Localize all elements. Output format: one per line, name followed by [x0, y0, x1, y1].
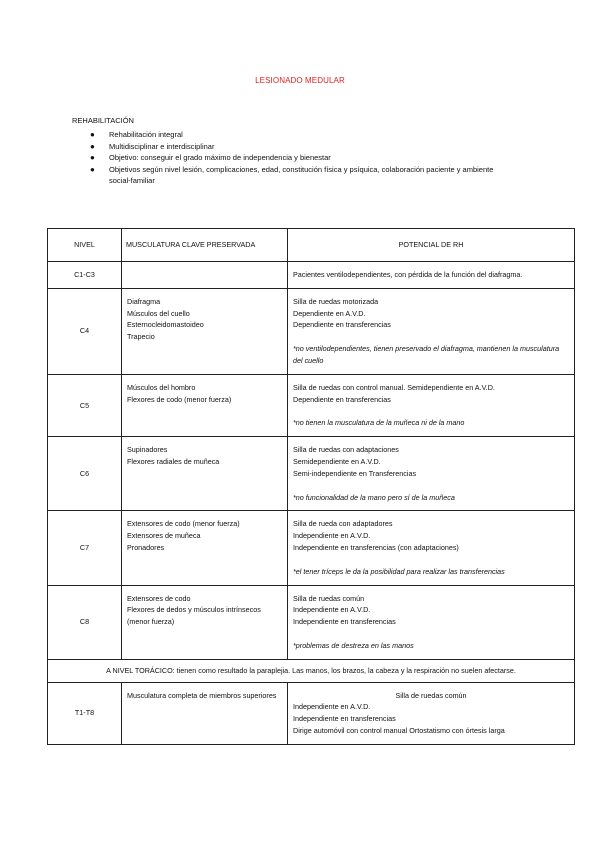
level-cell: T1-T8 [48, 682, 122, 744]
table-header-row [48, 229, 575, 262]
potential-cell [288, 262, 575, 289]
potential-line: Independiente en A.V.D. [293, 531, 371, 541]
potential-note: *no funcionalidad de la mano pero sí de la muñeca [293, 492, 455, 502]
muscle-line: Flexores de dedos y músculos intrínsecos (menor fuerza) [127, 605, 261, 627]
bullet-icon: ● [90, 130, 95, 139]
potential-line: Silla de ruedas común [293, 593, 365, 603]
header-potencial: POTENCIAL DE RH [288, 229, 575, 262]
list-item-text: Multidisciplinar e interdisciplinar [109, 141, 215, 151]
muscle-line: Músculos del hombro [127, 382, 196, 392]
muscle-line: Esternocleidomastoideo [127, 320, 204, 330]
table-row [48, 437, 575, 511]
list-item [90, 129, 510, 141]
page-title: LESIONADO MEDULAR [255, 76, 345, 85]
level-cell: C7 [48, 511, 122, 585]
potential-cell [288, 288, 575, 374]
table-row [48, 511, 575, 585]
list-item [90, 164, 510, 187]
muscles-cell [122, 437, 288, 511]
potential-line: Pacientes ventilodependientes, con pérdida de la función del diafragma. [293, 270, 523, 279]
header-nivel: NIVEL [48, 229, 122, 262]
muscle-line: Músculos del cuello [127, 308, 190, 318]
level-cell: C5 [48, 374, 122, 436]
toracico-row [48, 659, 575, 682]
potential-line: Independiente en transferencias (con adaptaciones) [293, 542, 459, 552]
muscle-line: Flexores de codo (menor fuerza) [127, 394, 232, 404]
muscle-line: Extensores de muñeca [127, 531, 201, 541]
bullet-icon: ● [90, 141, 95, 151]
spinal-injury-table [47, 228, 575, 745]
potential-line: Independiente en A.V.D. [293, 702, 371, 712]
level-cell: C4 [48, 288, 122, 374]
potential-line: Silla de ruedas con adaptaciones [293, 445, 399, 455]
list-item-text: Objetivos según nivel lesión, complicaciones, edad, constitución física y psíquica, colaboración paciente y ambiente social-familiar [109, 164, 494, 185]
rehabilitacion-list [90, 129, 510, 187]
muscles-cell [122, 511, 288, 585]
muscles-cell [122, 288, 288, 374]
potential-line: Dependiente en transferencias [293, 320, 391, 330]
potential-line: Independiente en transferencias [293, 617, 396, 627]
list-item [90, 152, 510, 164]
muscles-cell [122, 585, 288, 659]
potential-line: Silla de ruedas motorizada [293, 296, 379, 306]
list-item-text: Objetivo: conseguir el grado máximo de independencia y bienestar [109, 153, 331, 162]
potential-cell [288, 511, 575, 585]
list-item-text: Rehabilitación integral [109, 130, 183, 139]
potential-line: Dirige automóvil con control manual Ortostatismo con órtesis larga [293, 725, 505, 735]
muscle-line: Flexores radiales de muñeca [127, 456, 220, 466]
potential-cell [288, 682, 575, 744]
level-cell: C1-C3 [48, 262, 122, 289]
potential-cell [288, 374, 575, 436]
table-row [48, 585, 575, 659]
header-musculatura: MUSCULATURA CLAVE PRESERVADA [122, 229, 288, 262]
section-heading-rehabilitacion: REHABILITACIÓN [72, 116, 134, 125]
table-row [48, 374, 575, 436]
potential-line: Semi-independiente en Transferencias [293, 468, 417, 478]
muscle-line: Pronadores [127, 542, 165, 552]
potential-note: *problemas de destreza en las manos [293, 640, 414, 650]
bullet-icon: ● [90, 164, 95, 174]
table-row [48, 682, 575, 744]
muscles-cell [122, 374, 288, 436]
muscle-line: Diafragma [127, 296, 161, 306]
potential-cell [288, 585, 575, 659]
muscle-line: Trapecio [127, 332, 155, 342]
muscle-line: Supinadores [127, 445, 168, 455]
muscles-cell [122, 682, 288, 744]
potential-note: *no tienen la musculatura de la muñeca ni de la mano [293, 418, 465, 428]
potential-line: Independiente en A.V.D. [293, 605, 371, 615]
bullet-icon: ● [90, 153, 95, 162]
potential-line: Silla de ruedas común [395, 690, 467, 700]
muscle-line: Extensores de codo (menor fuerza) [127, 519, 240, 529]
level-cell: C8 [48, 585, 122, 659]
muscles-cell [122, 262, 288, 289]
table-row [48, 288, 575, 374]
level-cell: C6 [48, 437, 122, 511]
potential-line: Silla de rueda con adaptadores [293, 519, 393, 529]
potential-note: *el tener tríceps le da la posibilidad para realizar las transferencias [293, 566, 505, 576]
potential-line: Silla de ruedas con control manual. Semidependiente en A.V.D. [293, 382, 495, 392]
muscle-line: Musculatura completa de miembros superiores [127, 690, 277, 700]
toracico-note: A NIVEL TORÁCICO: tienen como resultado la paraplejia. Las manos, los brazos, la cabeza y la respiración no suelen afectarse. [48, 659, 575, 682]
table-row [48, 262, 575, 289]
potential-cell [288, 437, 575, 511]
potential-note: *no ventilodependientes, tienen preservado el diafragma, mantienen la musculatura del cuello [293, 344, 560, 365]
potential-line: Dependiente en transferencias [293, 394, 391, 404]
potential-line: Dependiente en A.V.D. [293, 308, 366, 318]
potential-line: Independiente en transferencias [293, 714, 396, 724]
muscle-line: Extensores de codo [127, 593, 191, 603]
potential-line: Semidependiente en A.V.D. [293, 456, 381, 466]
list-item [90, 141, 510, 153]
